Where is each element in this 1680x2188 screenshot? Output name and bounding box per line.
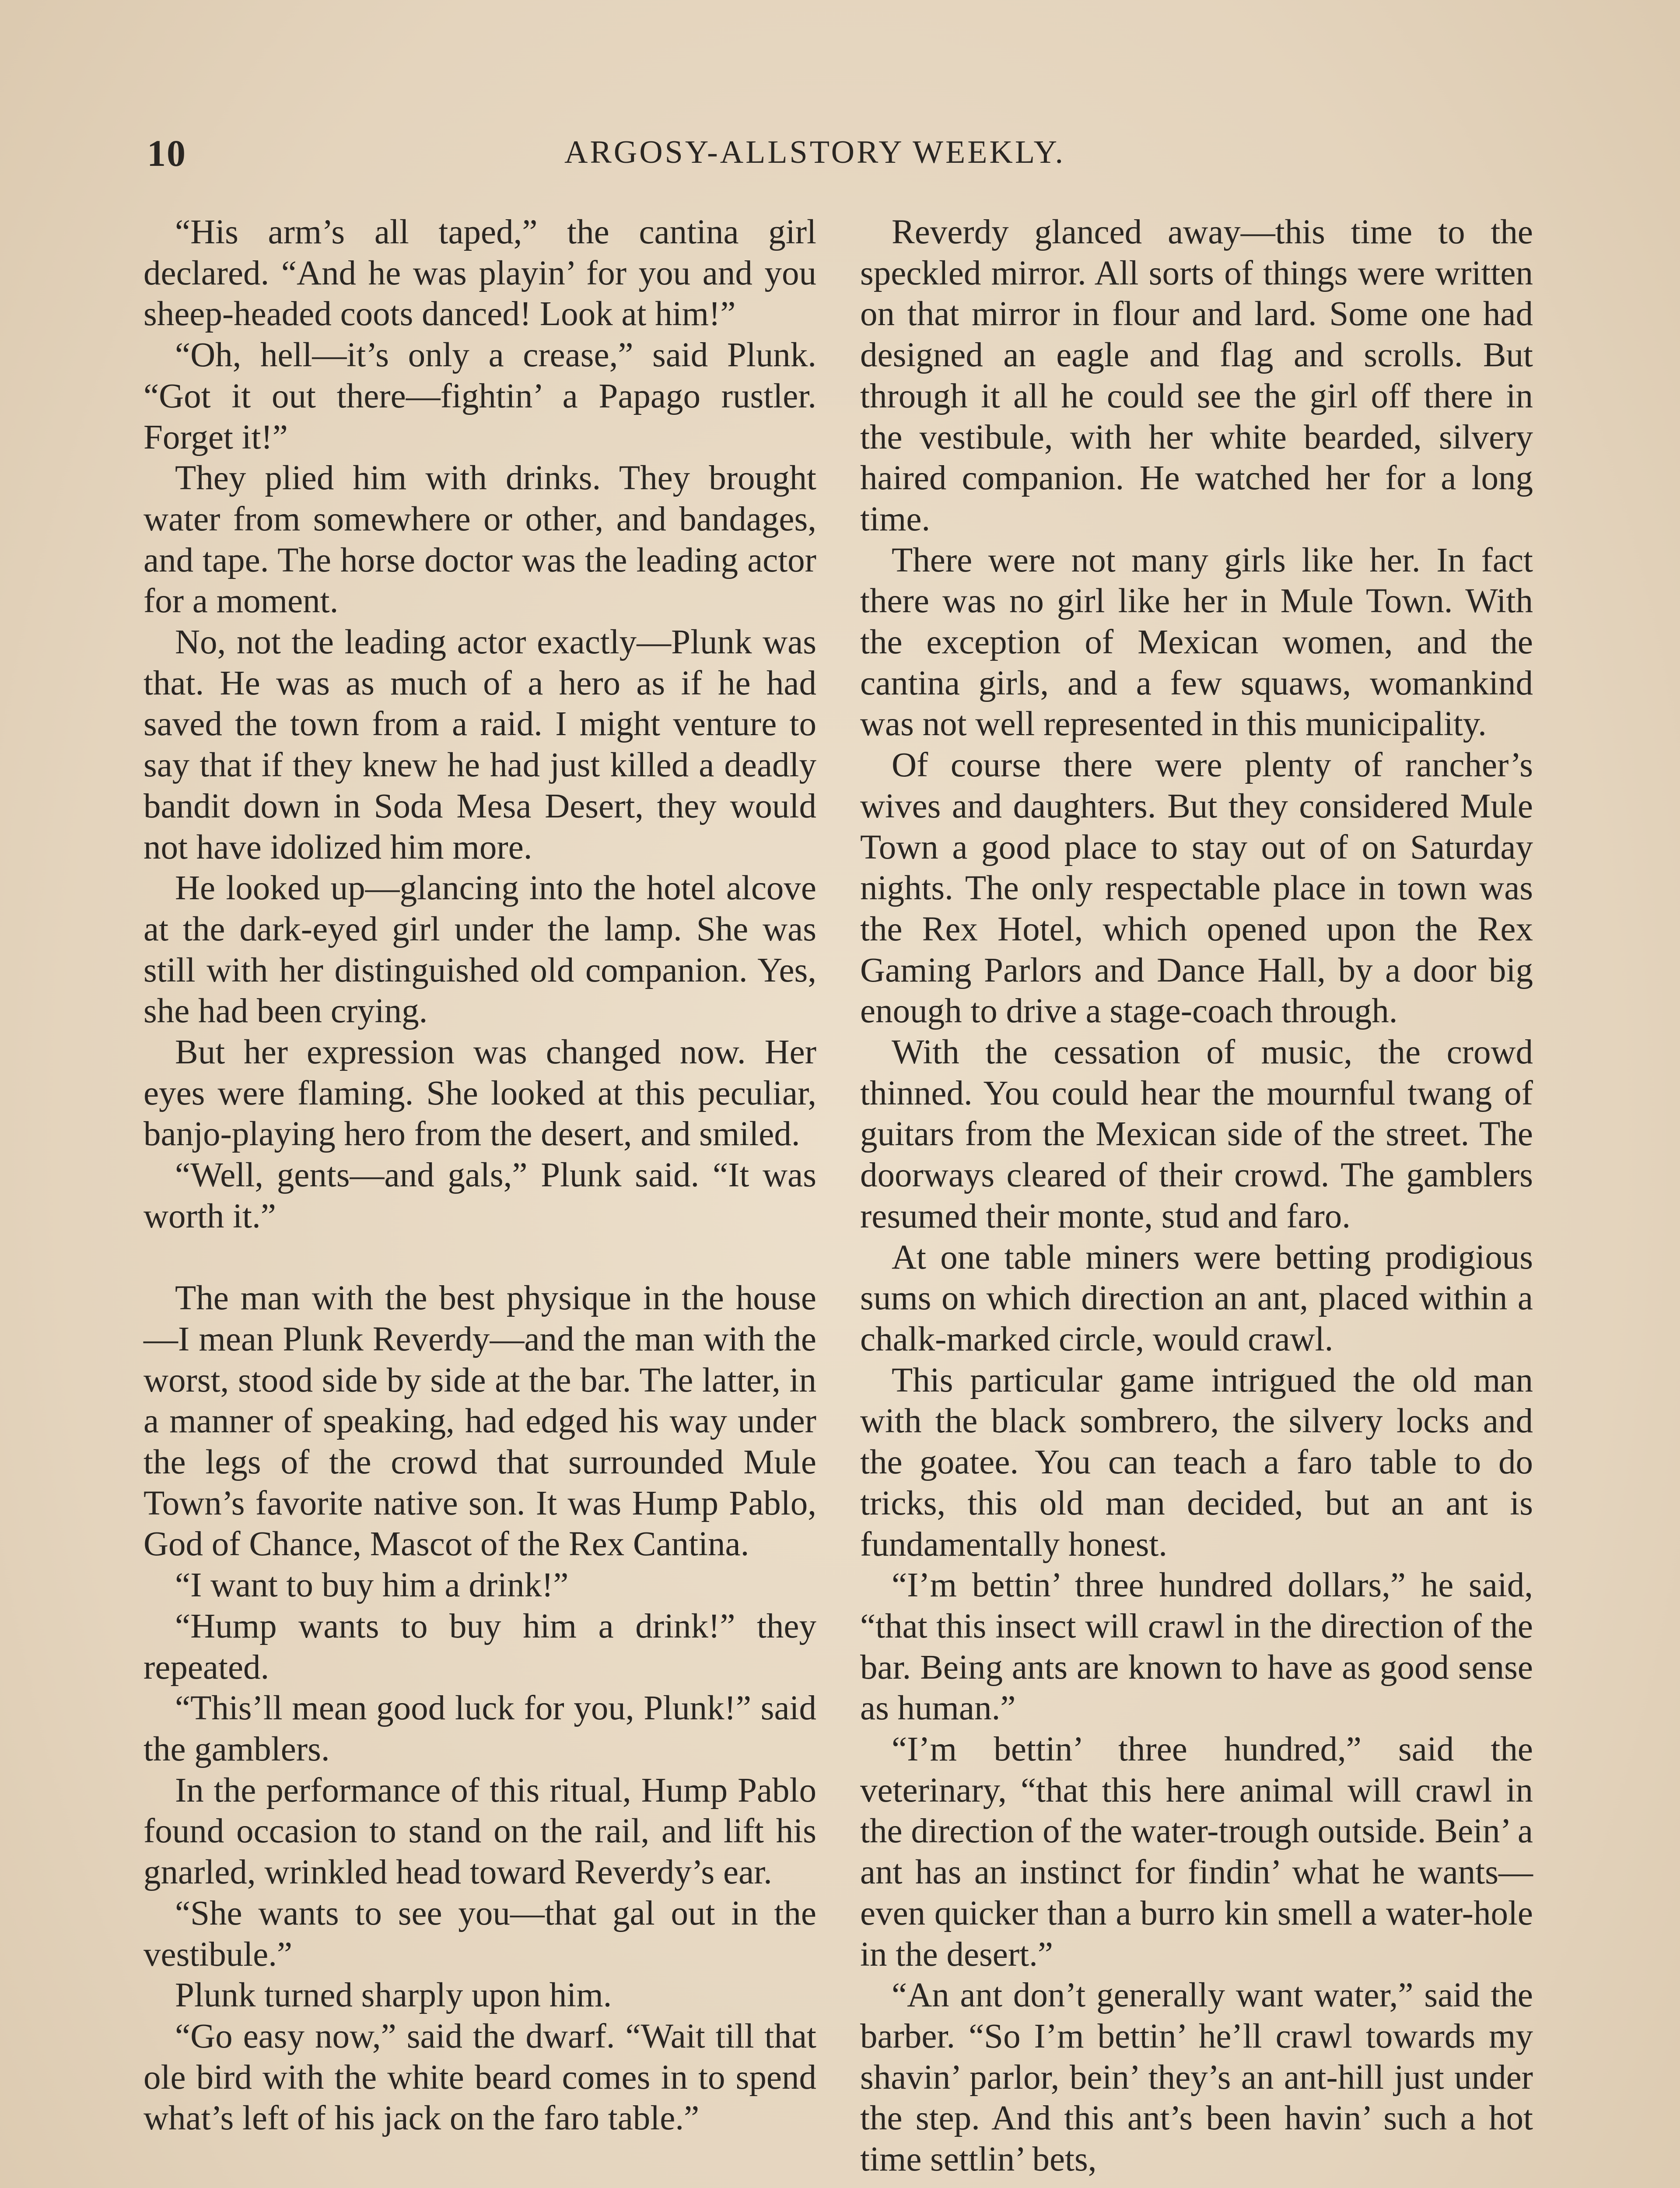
paragraph: They plied him with drinks. They brought water from somewhere or other, and bandages, and tape. The horse doctor was the leading actor for a moment.: [144, 459, 816, 621]
paragraph: “Well, gents—and gals,” Plunk said. “It was worth it.”: [144, 1156, 816, 1235]
paragraph: “His arm’s all taped,” the cantina girl declared. “And he was playin’ for you and you sheep-headed coots danced! Look at him!”: [144, 213, 816, 333]
paragraph: With the cessation of music, the crowd thinned. You could hear the mournful twang of guitars from the Mexican side of the street. The doorways cleared of their crowd. The gamblers resumed their monte, stud and faro.: [860, 1033, 1533, 1235]
paragraph: No, not the leading actor exactly—Plunk was that. He was as much of a hero as if he had saved the town from a raid. I might venture to say that if they knew he had just killed a deadly bandit down in Soda Mesa Desert, they would not have idolized him more.: [144, 623, 816, 866]
paragraph: “She wants to see you—that gal out in the vestibule.”: [144, 1894, 816, 1974]
paragraph: “This’ll mean good luck for you, Plunk!” said the gamblers.: [144, 1689, 816, 1768]
right-column: [860, 212, 1533, 2180]
paragraph: He looked up—glancing into the hotel alcove at the dark-eyed girl under the lamp. She was still with her distinguished old companion. Yes, she had been crying.: [144, 869, 816, 1031]
paragraph: “I’m bettin’ three hundred dollars,” he said, “that this insect will crawl in the direction of the bar. Being ants are known to have as good sense as human.”: [860, 1566, 1533, 1728]
paragraph: Reverdy glanced away—this time to the speckled mirror. All sorts of things were written on that mirror in flour and lard. Some one had designed an eagle and flag and scrolls. But through it all he could see the girl off there in the vestibule, with her white bearded, silvery haired companion. He watched her for a long time.: [860, 213, 1533, 538]
running-head: ARGOSY-ALLSTORY WEEKLY.: [564, 134, 1066, 170]
paragraph: “Go easy now,” said the dwarf. “Wait till that ole bird with the white beard comes in to spend what’s left of his jack on the faro table.”: [144, 2017, 816, 2138]
paragraph: The man with the best physique in the house—I mean Plunk Reverdy—and the man with the worst, stood side by side at the bar. The latter, in a manner of speaking, had edged his way under the legs of the crowd that surrounded Mule Town’s favorite native son. It was Hump Pablo, God of Chance, Mascot of the Rex Cantina.: [144, 1279, 816, 1564]
page-number: 10: [147, 132, 186, 174]
paragraph: “An ant don’t generally want water,” said the barber. “So I’m bettin’ he’ll crawl towards my shavin’ parlor, bein’ they’s an ant-hill just under the step. And this ant’s been havin’ such a hot time settlin’ bets,: [860, 1976, 1533, 2179]
section-break: [144, 1237, 816, 1278]
paragraph: “I want to buy him a drink!”: [175, 1566, 569, 1605]
paragraph: “I’m bettin’ three hundred,” said the veterinary, “that this here animal will crawl in the direction of the water-trough outside. Bein’ a ant has an instinct for findin’ what he wants—even quicker than a burro kin smell a water-hole in the desert.”: [860, 1730, 1533, 1974]
paragraph: Of course there were plenty of rancher’s wives and daughters. But they considered Mule Town a good place to stay out of on Saturday nights. The only respectable place in town was the Rex Hotel, which opened upon the Rex Gaming Parlors and Dance Hall, by a door big enough to drive a stage-coach through.: [860, 746, 1533, 1031]
paragraph: “Oh, hell—it’s only a crease,” said Plunk. “Got it out there—fightin’ a Papago rustler. Forget it!”: [144, 336, 816, 456]
paragraph: In the performance of this ritual, Hump Pablo found occasion to stand on the rail, and lift his gnarled, wrinkled head toward Reverdy’s ear.: [144, 1771, 816, 1892]
left-column: [144, 212, 816, 2139]
paragraph: At one table miners were betting prodigious sums on which direction an ant, placed within a chalk-marked circle, would crawl.: [860, 1238, 1533, 1358]
paragraph: There were not many girls like her. In fact there was no girl like her in Mule Town. With the exception of Mexican women, and the cantina girls, and a few squaws, womankind was not well represented in this municipality.: [860, 541, 1533, 743]
paragraph: Plunk turned sharply upon him.: [175, 1976, 612, 2015]
paragraph: This particular game intrigued the old man with the black sombrero, the silvery locks and the goatee. You can teach a faro table to do tricks, this old man decided, but an ant is fundamentally honest.: [860, 1361, 1533, 1564]
paragraph: “Hump wants to buy him a drink!” they repeated.: [144, 1607, 816, 1687]
paragraph: But her expression was changed now. Her eyes were flaming. She looked at this peculiar, banjo-playing hero from the desert, and smiled.: [144, 1033, 816, 1154]
